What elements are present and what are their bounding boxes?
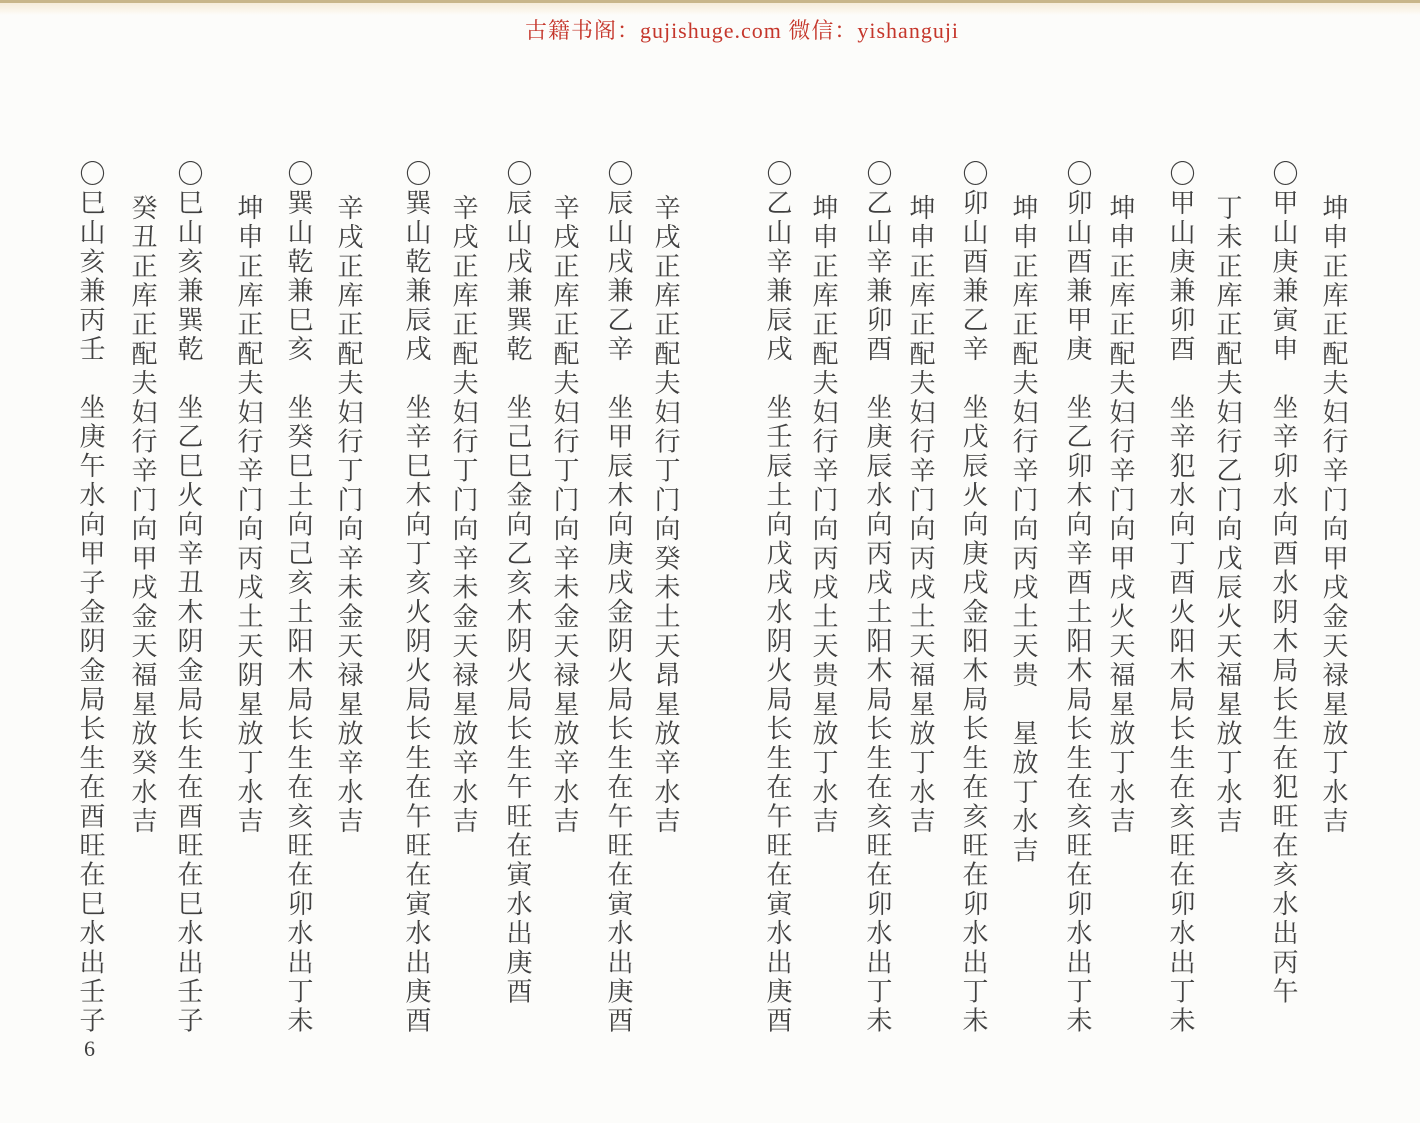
vertical-text-column-4: 〇甲山庚兼卯酉 坐辛犯水向丁酉火阳木局长生在亥旺在卯水出丁未 [1166, 160, 1195, 1036]
vertical-text-column-22: 〇巳山亥兼巽乾 坐乙巳火向辛丑木阴金局长生在酉旺在巳水出壬子 [174, 160, 203, 1036]
vertical-text-column-17: 辛戌正库正配夫妇行丁门向辛未金天禄星放辛水吉 [449, 194, 478, 837]
vertical-text-column-16: 〇辰山戌兼巽乾 坐己巳金向乙亥木阴火局长生午旺在寅水出庚酉 [503, 160, 532, 1007]
watermark-text: 古籍书阁：gujishuge.com 微信：yishanguji [524, 18, 960, 43]
vertical-text-column-3: 丁未正库正配夫妇行乙门向戊辰火天福星放丁水吉 [1213, 194, 1242, 837]
vertical-text-column-13: 辛戌正库正配夫妇行丁门向癸未土天昂星放辛水吉 [651, 194, 680, 837]
vertical-text-column-5: 坤申正库正配夫妇行辛门向甲戌火天福星放丁水吉 [1106, 194, 1135, 837]
vertical-text-column-23: 癸丑正库正配夫妇行辛门向甲戌金天福星放癸水吉 [128, 194, 157, 837]
vertical-text-column-12: 〇乙山辛兼辰戌 坐壬辰土向戊戌水阴火局长生在午旺在寅水出庚酉 [763, 160, 792, 1036]
vertical-text-column-14: 〇辰山戌兼乙辛 坐甲辰木向庚戌金阴火局长生在午旺在寅水出庚酉 [604, 160, 633, 1036]
vertical-text-column-7: 坤申正库正配夫妇行辛门向丙戌土天贵 星放丁水吉 [1009, 194, 1038, 866]
vertical-text-column-9: 坤申正库正配夫妇行辛门向丙戌土天福星放丁水吉 [906, 194, 935, 837]
vertical-text-column-2: 〇甲山庚兼寅申 坐辛卯水向酉水阴木局长生在犯旺在亥水出丙午 [1269, 160, 1298, 1007]
vertical-text-column-1: 坤申正库正配夫妇行辛门向甲戌金天禄星放丁水吉 [1319, 194, 1348, 837]
vertical-text-column-11: 坤申正库正配夫妇行辛门向丙戌土天贵星放丁水吉 [809, 194, 838, 837]
vertical-text-column-19: 辛戌正库正配夫妇行丁门向辛未金天禄星放辛水吉 [334, 194, 363, 837]
vertical-text-column-10: 〇乙山辛兼卯酉 坐庚辰水向丙戌土阳木局长生在亥旺在卯水出丁未 [863, 160, 892, 1036]
page-number: 6 [84, 1036, 95, 1061]
vertical-text-column-15: 辛戌正库正配夫妇行丁门向辛未金天禄星放辛水吉 [550, 194, 579, 837]
vertical-text-column-21: 坤申正库正配夫妇行辛门向丙戌土天阴星放丁水吉 [234, 194, 263, 837]
vertical-text-column-24: 〇巳山亥兼丙壬 坐庚午水向甲子金阴金局长生在酉旺在巳水出壬子 [76, 160, 105, 1036]
vertical-text-column-18: 〇巽山乾兼辰戌 坐辛巳木向丁亥火阴火局长生在午旺在寅水出庚酉 [402, 160, 431, 1036]
vertical-text-column-8: 〇卯山酉兼乙辛 坐戊辰火向庚戌金阳木局长生在亥旺在卯水出丁未 [959, 160, 988, 1036]
vertical-text-column-6: 〇卯山酉兼甲庚 坐乙卯木向辛酉土阳木局长生在亥旺在卯水出丁未 [1063, 160, 1092, 1036]
vertical-text-column-20: 〇巽山乾兼巳亥 坐癸巳土向己亥土阳木局长生在亥旺在卯水出丁未 [284, 160, 313, 1036]
